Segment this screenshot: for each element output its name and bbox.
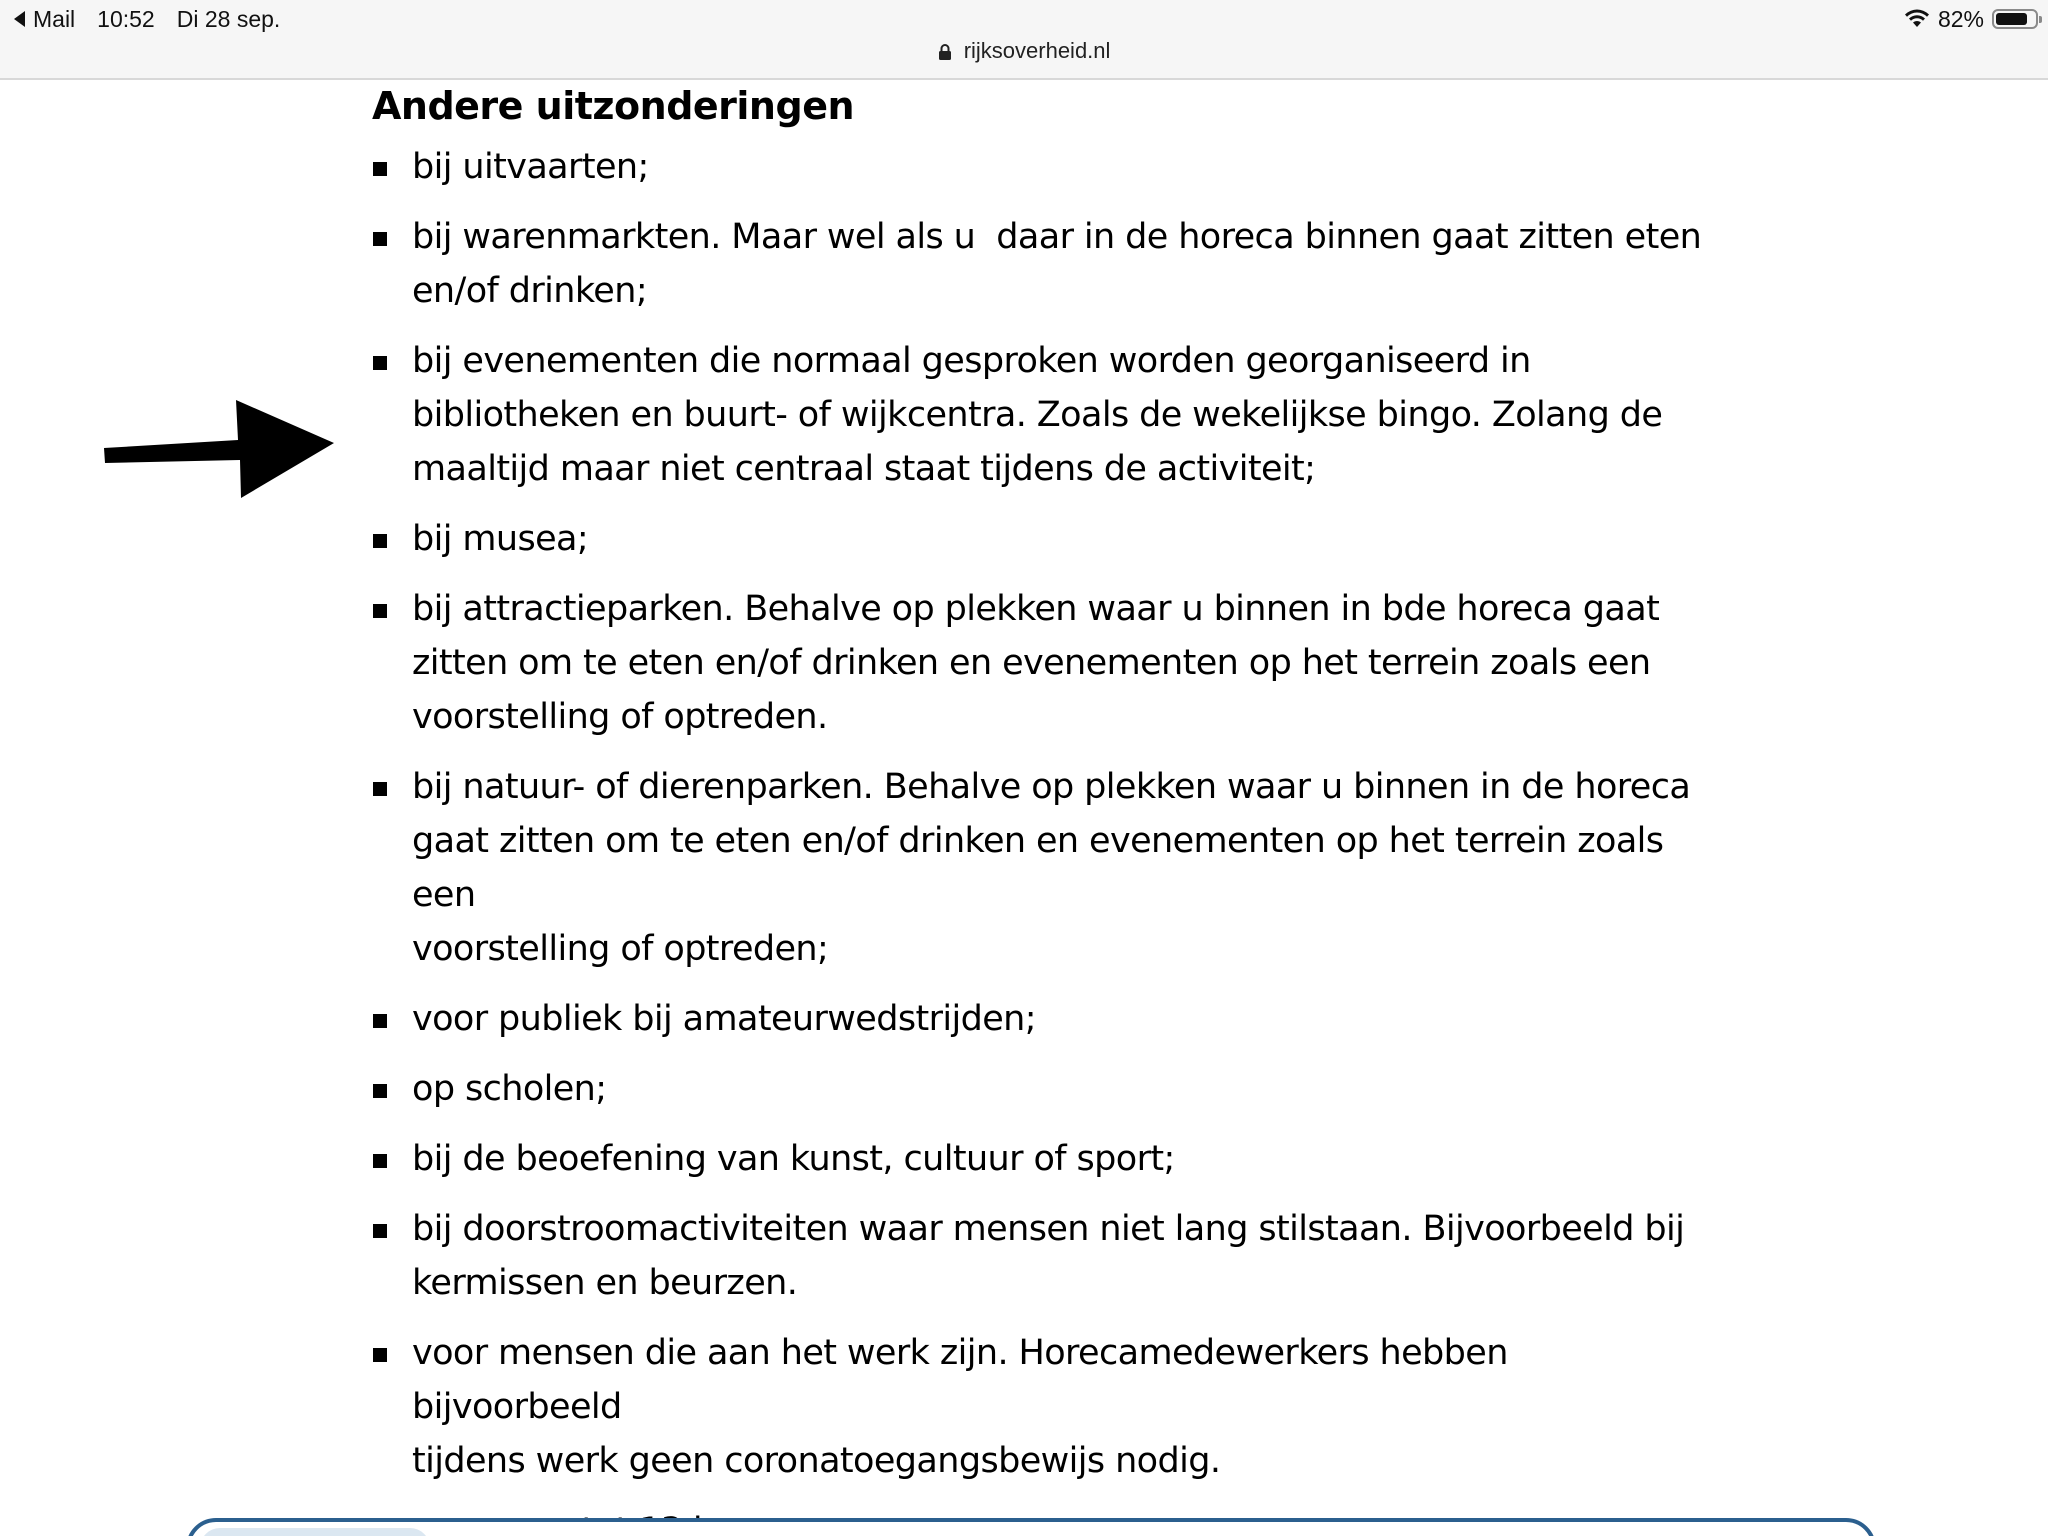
- bullet-icon: [373, 356, 387, 370]
- list-item: [372, 1202, 1702, 1310]
- section-title: Andere uitzonderingen: [372, 84, 855, 128]
- list-item-text: voor mensen die aan het werk zijn. Horecamedewerkers hebben bijvoorbeeld tijdens werk geen coronatoegangsbewijs nodig.: [412, 1333, 1508, 1481]
- list-item-text: bij natuur- of dierenparken. Behalve op plekken waar u binnen in de horeca gaat zitten om te eten en/of drinken en evenementen op het terrein zoals een voorstelling of optreden;: [412, 767, 1691, 969]
- list-item: [372, 334, 1702, 496]
- battery-percent: 82%: [1937, 5, 1984, 32]
- bullet-icon: [373, 1084, 387, 1098]
- list-item-text: bij warenmarkten. Maar wel als u daar in de horeca binnen gaat zitten eten en/of drinken;: [412, 217, 1702, 311]
- exceptions-list: [372, 140, 1702, 1536]
- list-item: [372, 992, 1702, 1046]
- back-app-label: Mail: [33, 5, 76, 32]
- bullet-icon: [373, 1154, 387, 1168]
- bullet-icon: [373, 782, 387, 796]
- list-item-text: op scholen;: [412, 1069, 607, 1109]
- clock: 10:52: [97, 5, 155, 32]
- list-item: [372, 512, 1702, 566]
- bullet-icon: [373, 1224, 387, 1238]
- list-item-text: bij doorstroomactiviteiten waar mensen niet lang stilstaan. Bijvoorbeeld bij kermissen en beurzen.: [412, 1209, 1685, 1303]
- bullet-icon: [373, 232, 387, 246]
- list-item: [372, 1132, 1702, 1186]
- list-item: [372, 1062, 1702, 1116]
- article-content: [372, 76, 1702, 1536]
- list-item: [372, 1326, 1702, 1488]
- bottom-panel-tab: [200, 1528, 430, 1536]
- list-item-text: bij evenementen die normaal gesproken worden georganiseerd in bibliotheken en buurt- of wijkcentra. Zoals de wekelijkse bingo. Zolang de maaltijd maar niet centraal staat tijdens de activiteit;: [412, 341, 1663, 489]
- status-bar-left: [14, 4, 280, 34]
- status-bar: [0, 0, 2048, 80]
- bullet-icon: [373, 1014, 387, 1028]
- battery-icon: [1992, 9, 2038, 29]
- address-bar[interactable]: [0, 38, 2048, 64]
- list-item-text: bij de beoefening van kunst, cultuur of sport;: [412, 1139, 1175, 1179]
- list-item: [372, 140, 1702, 194]
- list-item: [372, 582, 1702, 744]
- list-item-text: bij attractieparken. Behalve op plekken waar u binnen in bde horeca gaat zitten om te eten en/of drinken en evenementen op het terrein zoals een voorstelling of optreden.: [412, 589, 1660, 737]
- back-to-app-button[interactable]: [14, 6, 75, 33]
- list-item: [372, 760, 1702, 976]
- battery-level: [1996, 13, 2027, 25]
- bullet-icon: [373, 604, 387, 618]
- list-item-text: voor publiek bij amateurwedstrijden;: [412, 999, 1036, 1039]
- bullet-icon: [373, 534, 387, 548]
- bullet-icon: [373, 1348, 387, 1362]
- list-item-text: bij uitvaarten;: [412, 147, 649, 187]
- bottom-panel: [186, 1518, 1876, 1536]
- date: Di 28 sep.: [176, 5, 281, 32]
- bullet-icon: [373, 162, 387, 176]
- list-item-text: bij musea;: [412, 519, 589, 559]
- wifi-icon: [1904, 9, 1930, 29]
- arrow-icon: [102, 400, 342, 500]
- back-arrow-icon: [14, 11, 25, 27]
- lock-icon: [938, 43, 952, 61]
- list-item: [372, 210, 1702, 318]
- status-bar-right: [1904, 4, 2038, 34]
- url-domain: rijksoverheid.nl: [963, 38, 1111, 63]
